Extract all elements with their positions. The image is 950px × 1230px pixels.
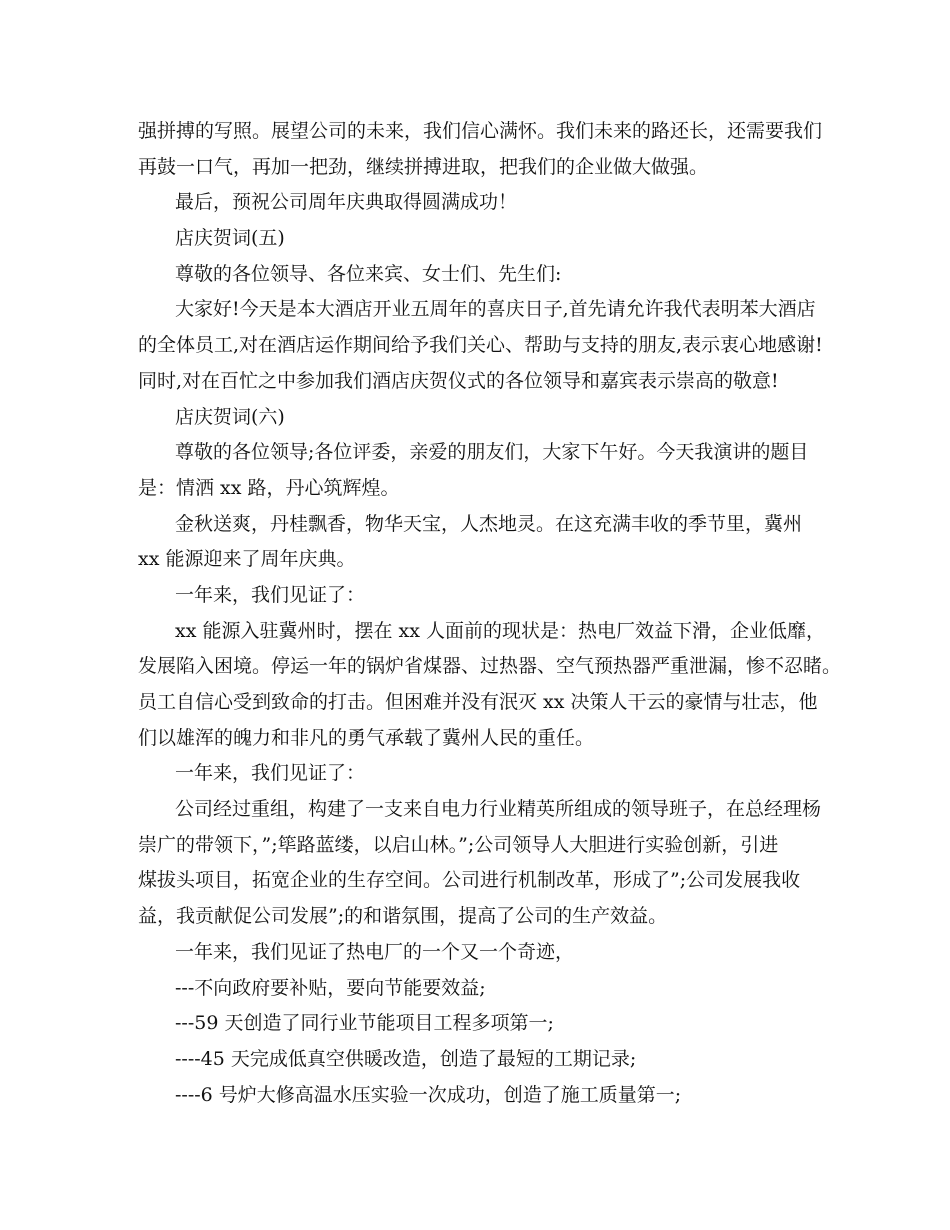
text-line: 店庆贺词(六) bbox=[175, 405, 285, 428]
text-line: 益，我贡献促公司发展”;的和谐氛围，提高了公司的生产效益。 bbox=[138, 905, 668, 928]
text-line: 大家好!今天是本大酒店开业五周年的喜庆日子,首先请允许我代表明苯大酒店 bbox=[175, 298, 816, 321]
text-line: ---不向政府要补贴，要向节能要效益; bbox=[175, 976, 486, 999]
text-line: 一年来，我们见证了： bbox=[175, 762, 366, 785]
text-line: 再鼓一口气，再加一把劲，继续拼搏进取，把我们的企业做大做强。 bbox=[138, 155, 709, 178]
text-line: 店庆贺词(五) bbox=[175, 227, 285, 250]
text-line: ----6 号炉大修高温水压实验一次成功，创造了施工质量第一; bbox=[175, 1083, 682, 1106]
text-line: 煤拔头项目，拓宽企业的生存空间。公司进行机制改革，形成了”;公司发展我收 bbox=[138, 869, 801, 892]
text-line: 金秋送爽，丹桂飘香，物华天宝，人杰地灵。在这充满丰收的季节里，冀州 bbox=[175, 512, 803, 535]
text-line: 尊敬的各位领导、各位来宾、女士们、先生们: bbox=[175, 262, 562, 285]
text-line: xx 能源入驻冀州时，摆在 xx 人面前的现状是：热电厂效益下滑，企业低靡， bbox=[175, 619, 825, 642]
text-line: 是：情洒 xx 路，丹心筑辉煌。 bbox=[138, 476, 400, 499]
text-line: 的全体员工,对在酒店运作期间给予我们关心、帮助与支持的朋友,表示衷心地感谢! bbox=[138, 334, 823, 357]
document-body bbox=[138, 114, 842, 1113]
text-line: ----45 天完成低真空供暖改造，创造了最短的工期记录; bbox=[175, 1047, 637, 1070]
text-line: 们以雄浑的魄力和非凡的勇气承载了冀州人民的重任。 bbox=[138, 726, 595, 749]
text-line: 员工自信心受到致命的打击。但困难并没有泯灭 xx 决策人干云的豪情与壮志，他 bbox=[138, 691, 818, 713]
text-line: xx 能源迎来了周年庆典。 bbox=[138, 548, 356, 571]
text-line: ---59 天创造了同行业节能项目工程多项第一; bbox=[175, 1012, 554, 1035]
text-line: 一年来，我们见证了热电厂的一个又一个奇迹， bbox=[175, 940, 575, 963]
text-line: 强拼搏的写照。展望公司的未来，我们信心满怀。我们未来的路还长，还需要我们 bbox=[138, 120, 823, 142]
text-line: 公司经过重组，构建了一支来自电力行业精英所组成的领导班子，在总经理杨 bbox=[175, 798, 822, 821]
text-line: 一年来，我们见证了： bbox=[175, 583, 366, 606]
text-line: 崇广的带领下，”;筚路蓝缕，以启山林。”;公司领导人大胆进行实验创新，引进 bbox=[138, 833, 779, 856]
text-line: 同时,对在百忙之中参加我们酒店庆贺仪式的各位领导和嘉宾表示崇高的敬意! bbox=[138, 369, 779, 392]
text-line: 尊敬的各位领导;各位评委，亲爱的朋友们，大家下午好。今天我演讲的题目 bbox=[175, 441, 809, 464]
text-line: 发展陷入困境。停运一年的锅炉省煤器、过热器、空气预热器严重泄漏，惨不忍睹。 bbox=[138, 655, 842, 678]
text-line: 最后，预祝公司周年庆典取得圆满成功！ bbox=[175, 191, 518, 214]
